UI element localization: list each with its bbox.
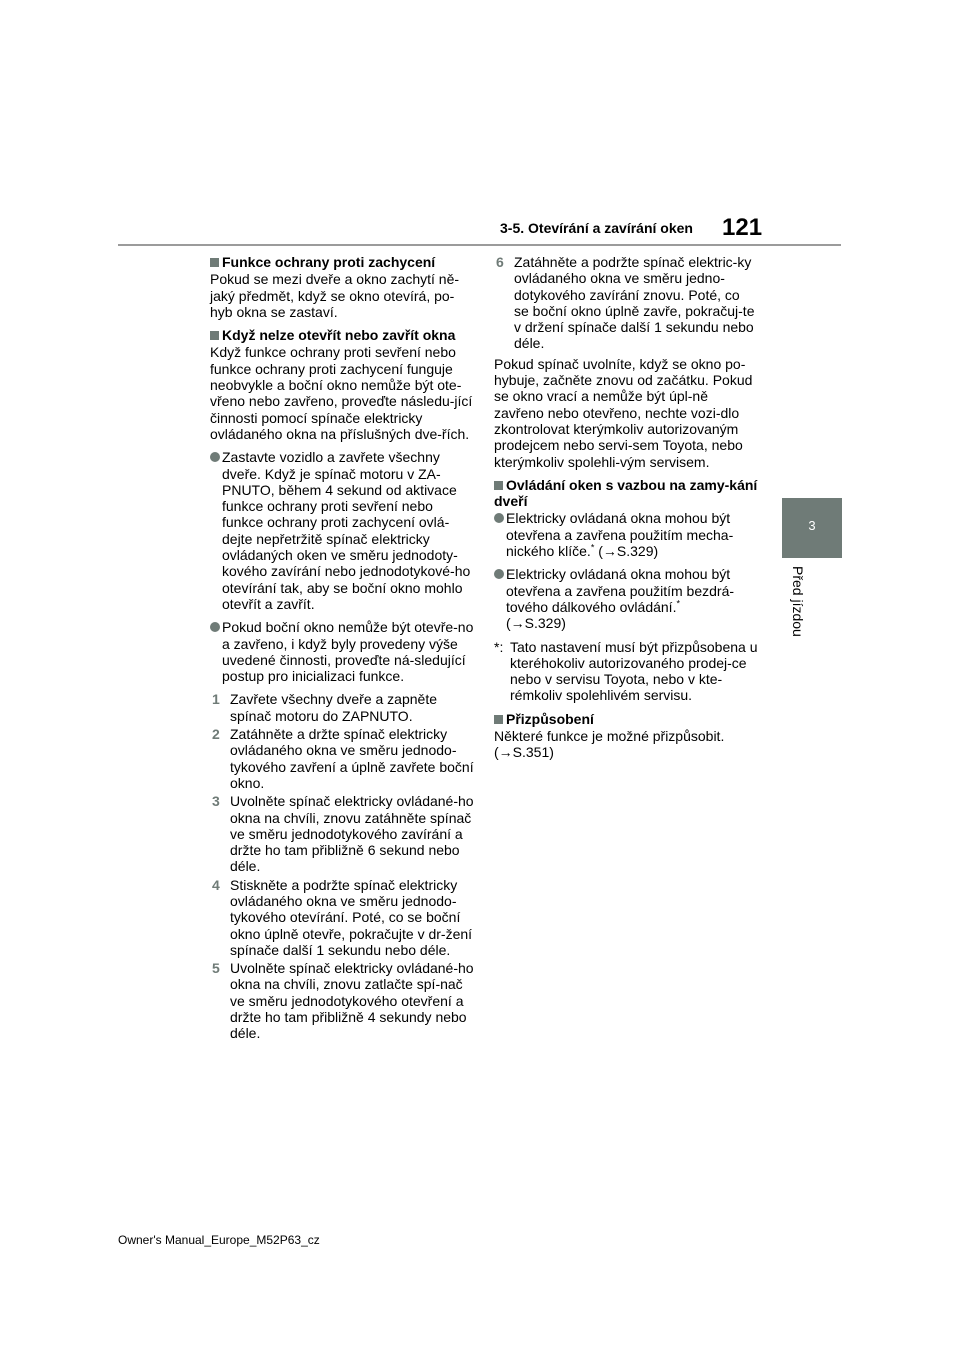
paragraph: Některé funkce je možné přizpůsobit. (→S.351) xyxy=(494,728,725,761)
page-number: 121 xyxy=(722,214,763,241)
bullet-item: Elektricky ovládaná okna mohou být otevřena a zavřena použitím bezdrá-tového dálkového ovládání.* (→S.329) xyxy=(494,566,758,631)
heading-customization: Přizpůsobení xyxy=(494,711,758,727)
step-item: 3 Uvolněte spínač elektricky ovládané-ho okna na chvíli, znovu zatáhněte spínač ve směru jednodotykového zavírání a držte ho tam přibližně 6 sekund nebo déle. xyxy=(212,793,474,875)
footer-text: Owner's Manual_Europe_M52P63_cz xyxy=(118,1233,320,1247)
bullet-item: Pokud boční okno nemůže být otevře-no a zavřeno, i když byly provedeny výše uvedené činnosti, proveďte ná-sledující postup pro inicializaci funkce. xyxy=(210,619,474,684)
step-item: 2 Zatáhněte a držte spínač elektricky ovládaného okna ve směru jednodo-tykového zavření a úplně zavřete boční okno. xyxy=(212,726,474,791)
bullet-item: Zastavte vozidlo a zavřete všechny dveře. Když je spínač motoru v ZA-PNUTO, během 4 sekund od aktivace funkce ochrany proti sevření nebo funkce ochrany proti zachycení ovlá-dejte nepřetržitě spínač elektricky ovládaných oken ve směru jednodoty-kového zavírání nebo jednodotykové-ho otevírání tak, aby se boční okno mohlo otevřít a zavřít. xyxy=(210,449,474,612)
left-column xyxy=(210,254,474,1044)
chapter-number: 3 xyxy=(808,518,816,533)
paragraph: Pokud spínač uvolníte, když se okno po-hybuje, začněte znovu od začátku. Pokud se okno vrací a nemůže být úpl-ně zavřeno nebo otevřeno, nechte vozi-dlo zkontrolovat kterýmkoliv autorizovaným prodejcem nebo servi-sem Toyota, nebo kterýmkoliv spolehli-vým servisem. xyxy=(494,355,753,470)
page-reference: (→S.329) xyxy=(598,543,659,560)
paragraph: Když funkce ochrany proti sevření nebo funkce ochrany proti zachycení funguje neobvykle a boční okno nemůže být ote-vřeno nebo zavřeno, proveďte následu-jící činnosti pomocí spínače elektricky ovládaného okna na příslušných dve-řích. xyxy=(210,344,473,442)
step-item: 6 Zatáhněte a podržte spínač elektric-ky ovládaného okna ve směru jedno-dotykového zavírání znovu. Poté, co se boční okno úplně zavře, pokračuj-te v držení spínače další 1 sekundu nebo déle. xyxy=(496,254,755,352)
circle-bullet-icon xyxy=(210,452,220,462)
step-item: 5 Uvolněte spínač elektricky ovládané-ho okna na chvíli, znovu zatlačte spí-nač ve směru jednodotykového otevření a držte ho tam přibližně 4 sekundy nebo déle. xyxy=(212,960,474,1042)
square-bullet-icon xyxy=(494,715,503,724)
paragraph: Pokud se mezi dveře a okno zachytí ně-jaký předmět, když se okno otevírá, po-hyb okna se zastaví. xyxy=(210,271,460,320)
step-item: 1 Zavřete všechny dveře a zapněte spínač motoru do ZAPNUTO. xyxy=(212,691,438,724)
page-reference: (→S.329) xyxy=(506,615,566,632)
square-bullet-icon xyxy=(210,258,219,267)
chapter-label: Před jízdou xyxy=(790,566,806,637)
footnote: *: Tato nastavení musí být přizpůsobena u kteréhokoliv autorizovaného prodej-ce nebo v servisu Toyota, nebo v kte-rémkoliv spolehlivém servisu. xyxy=(494,638,758,704)
step-item: 4 Stiskněte a podržte spínač elektricky ovládaného okna ve směru jednodo-tykového otevírání. Poté, co se boční okno úplně otevře, pokračujte v dr-žení spínače další 1 sekundu nebo déle. xyxy=(212,876,473,958)
heading-door-lock-linked: Ovládání oken s vazbou na zamy-kání dveří xyxy=(494,476,758,510)
footnote-mark: * xyxy=(590,542,595,553)
right-column xyxy=(494,254,758,768)
heading-pinch-protection: Funkce ochrany proti zachycení xyxy=(210,254,474,270)
section-title: 3-5. Otevírání a zavírání oken xyxy=(500,220,693,236)
square-bullet-icon xyxy=(494,481,503,490)
bullet-item: Elektricky ovládaná okna mohou být otevřena a zavřena použitím mecha-nického klíče.* (→S.329) xyxy=(494,510,758,559)
circle-bullet-icon xyxy=(494,569,504,579)
heading-window-fail: Když nelze otevřít nebo zavřít okna xyxy=(210,327,474,343)
circle-bullet-icon xyxy=(494,513,504,523)
header-rule xyxy=(118,244,841,246)
square-bullet-icon xyxy=(210,331,219,340)
circle-bullet-icon xyxy=(210,622,220,632)
footnote-mark: * xyxy=(676,598,680,609)
